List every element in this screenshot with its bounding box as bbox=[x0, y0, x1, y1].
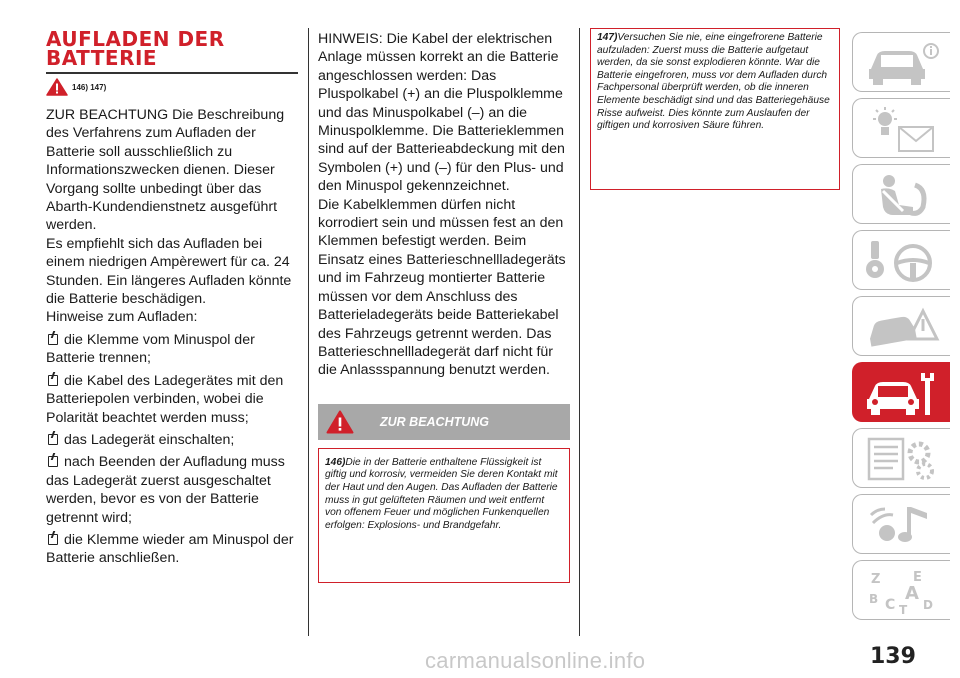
warning-box-147 bbox=[590, 28, 840, 190]
warning-label: ZUR BEACHTUNG bbox=[380, 414, 490, 429]
multimedia-icon bbox=[863, 501, 941, 549]
bullet-box-icon bbox=[48, 334, 58, 345]
page-number: 139 bbox=[870, 644, 916, 669]
column-divider bbox=[579, 28, 580, 636]
index-letter: D bbox=[923, 598, 933, 612]
left-column bbox=[46, 27, 300, 568]
warning-triangle-icon bbox=[46, 78, 68, 96]
chapter-sidebar bbox=[852, 32, 950, 626]
bullet-box-icon bbox=[48, 375, 58, 386]
car-wrench-icon bbox=[863, 369, 941, 417]
index-letter: B bbox=[869, 592, 879, 606]
hints-list bbox=[46, 331, 300, 568]
warning-number: 147) bbox=[597, 32, 618, 43]
car-warning-triangle-icon bbox=[863, 303, 941, 351]
hinweis-paragraph: HINWEIS: Die Kabel der elektrischen Anlage müssen korrekt an die Batterie angeschlossen werden: Das Pluspolkabel (+) an die Pluspolklemme und das Minuspolkabel (–) an die Minuspolklemme. Die Batterieklemmen sind auf der Batterieabdeckung mit den Symbolen (+) und (–) für den Plus- und den Minuspol gekennzeichnet. bbox=[318, 31, 565, 195]
warning-header bbox=[318, 404, 570, 440]
list-item: die Klemme vom Minuspol der Batterie trennen; bbox=[46, 331, 255, 367]
tab-document-gear[interactable] bbox=[852, 428, 950, 488]
hints-heading: Hinweise zum Aufladen: bbox=[46, 309, 198, 326]
tab-car-warning[interactable] bbox=[852, 296, 950, 356]
tab-dashboard-lights[interactable] bbox=[852, 98, 950, 158]
car-info-icon bbox=[863, 39, 941, 87]
list-item: die Kabel des Ladegerätes mit den Batteriepolen verbinden, wobei die Polarität beachtet werden muss; bbox=[46, 372, 284, 426]
index-letter: C bbox=[885, 597, 896, 613]
tab-alphabet-index[interactable] bbox=[852, 560, 950, 620]
watermark: carmanualsonline.info bbox=[425, 648, 646, 673]
right-column bbox=[590, 28, 840, 190]
warning-number: 146) bbox=[325, 456, 346, 468]
bullet-box-icon bbox=[48, 434, 58, 445]
warning-triangle-icon bbox=[326, 410, 354, 434]
tab-seat-safety[interactable] bbox=[852, 164, 950, 224]
charging-paragraph: Es empfiehlt sich das Aufladen bei einem niedrigen Ampèrewert für ca. 24 Stunden. Ein längeres Aufladen könnte die Batterie beschädigen. bbox=[46, 235, 292, 308]
column-divider bbox=[308, 28, 309, 636]
seat-safety-icon bbox=[863, 171, 941, 219]
tab-car-info[interactable] bbox=[852, 32, 950, 92]
warning-text: Die in der Batterie enthaltene Flüssigkeit ist giftig und korrosiv, vermeiden Sie deren Kontakt mit der Haut und den Augen. Das Aufladen der Batterie muss in gut gelüfteten Räumen und weit entfernt von offenem Feuer und möglichen Funkenquellen erfolgen: Explosions- und Brandgefahr. bbox=[325, 456, 558, 531]
index-letter: Z bbox=[871, 572, 881, 587]
tab-key-steering[interactable] bbox=[852, 230, 950, 290]
warning-reference bbox=[46, 78, 300, 96]
warning-text: Versuchen Sie nie, eine eingefrorene Batterie aufzuladen: Zuerst muss die Batterie aufgetaut werden, da sie sonst explodieren könnte. War die Batterie eingefroren, muss vor dem Aufladen durch Fachpersonal überprüft werden, ob die inneren Elemente beschädigt sind und das Batteriegehäuse Risse aufweist. Dies könnte zum Auslaufen der giftigen und korrosiven Säure führen. bbox=[597, 32, 830, 132]
bullet-box-icon bbox=[48, 534, 58, 545]
tab-car-wrench[interactable] bbox=[852, 362, 950, 422]
bullet-box-icon bbox=[48, 456, 58, 467]
middle-column bbox=[318, 30, 570, 583]
document-gear-icon bbox=[863, 435, 941, 483]
key-steering-wheel-icon bbox=[863, 237, 941, 285]
warning-box-146 bbox=[318, 448, 570, 583]
index-letter: E bbox=[913, 570, 922, 585]
section-title: AUFLADEN DER BATTERIE bbox=[46, 27, 225, 70]
tab-multimedia[interactable] bbox=[852, 494, 950, 554]
dashboard-lights-icon bbox=[863, 105, 941, 153]
index-letter: T bbox=[899, 603, 908, 615]
intro-paragraph: ZUR BEACHTUNG Die Beschreibung des Verfahrens zum Aufladen der Batterie soll ausschließlich zu Informationszwecken dienen. Dieser Vorgang sollte unbedingt über das Abarth-Kundendienstnetz ausgeführt werden. bbox=[46, 107, 285, 234]
alphabet-index-icon bbox=[863, 567, 941, 615]
clamps-paragraph: Die Kabelklemmen dürfen nicht korrodiert sein und müssen fest an den Klemmen befestigt werden. Beim Einsatz eines Batterieschnellladegeräts und im Fahrzeug montierter Batterie müssen vor dem Anschluss des Batterieladegeräts beide Batteriekabel des Fahrzeugs getrennt werden. Das Batterieschnellladegerät darf nicht für die Anlassspannung benutzt werden. bbox=[318, 196, 566, 379]
index-letter: A bbox=[905, 583, 919, 604]
title-rule bbox=[46, 72, 298, 74]
list-item: nach Beenden der Aufladung muss das Ladegerät zuerst ausgeschaltet werden, bevor es von der Batterie getrennt wird; bbox=[46, 454, 285, 526]
list-item: das Ladegerät einschalten; bbox=[46, 431, 300, 449]
reference-numbers: 146) 147) bbox=[72, 82, 107, 92]
list-item: die Klemme wieder am Minuspol der Batterie anschließen. bbox=[46, 531, 294, 567]
